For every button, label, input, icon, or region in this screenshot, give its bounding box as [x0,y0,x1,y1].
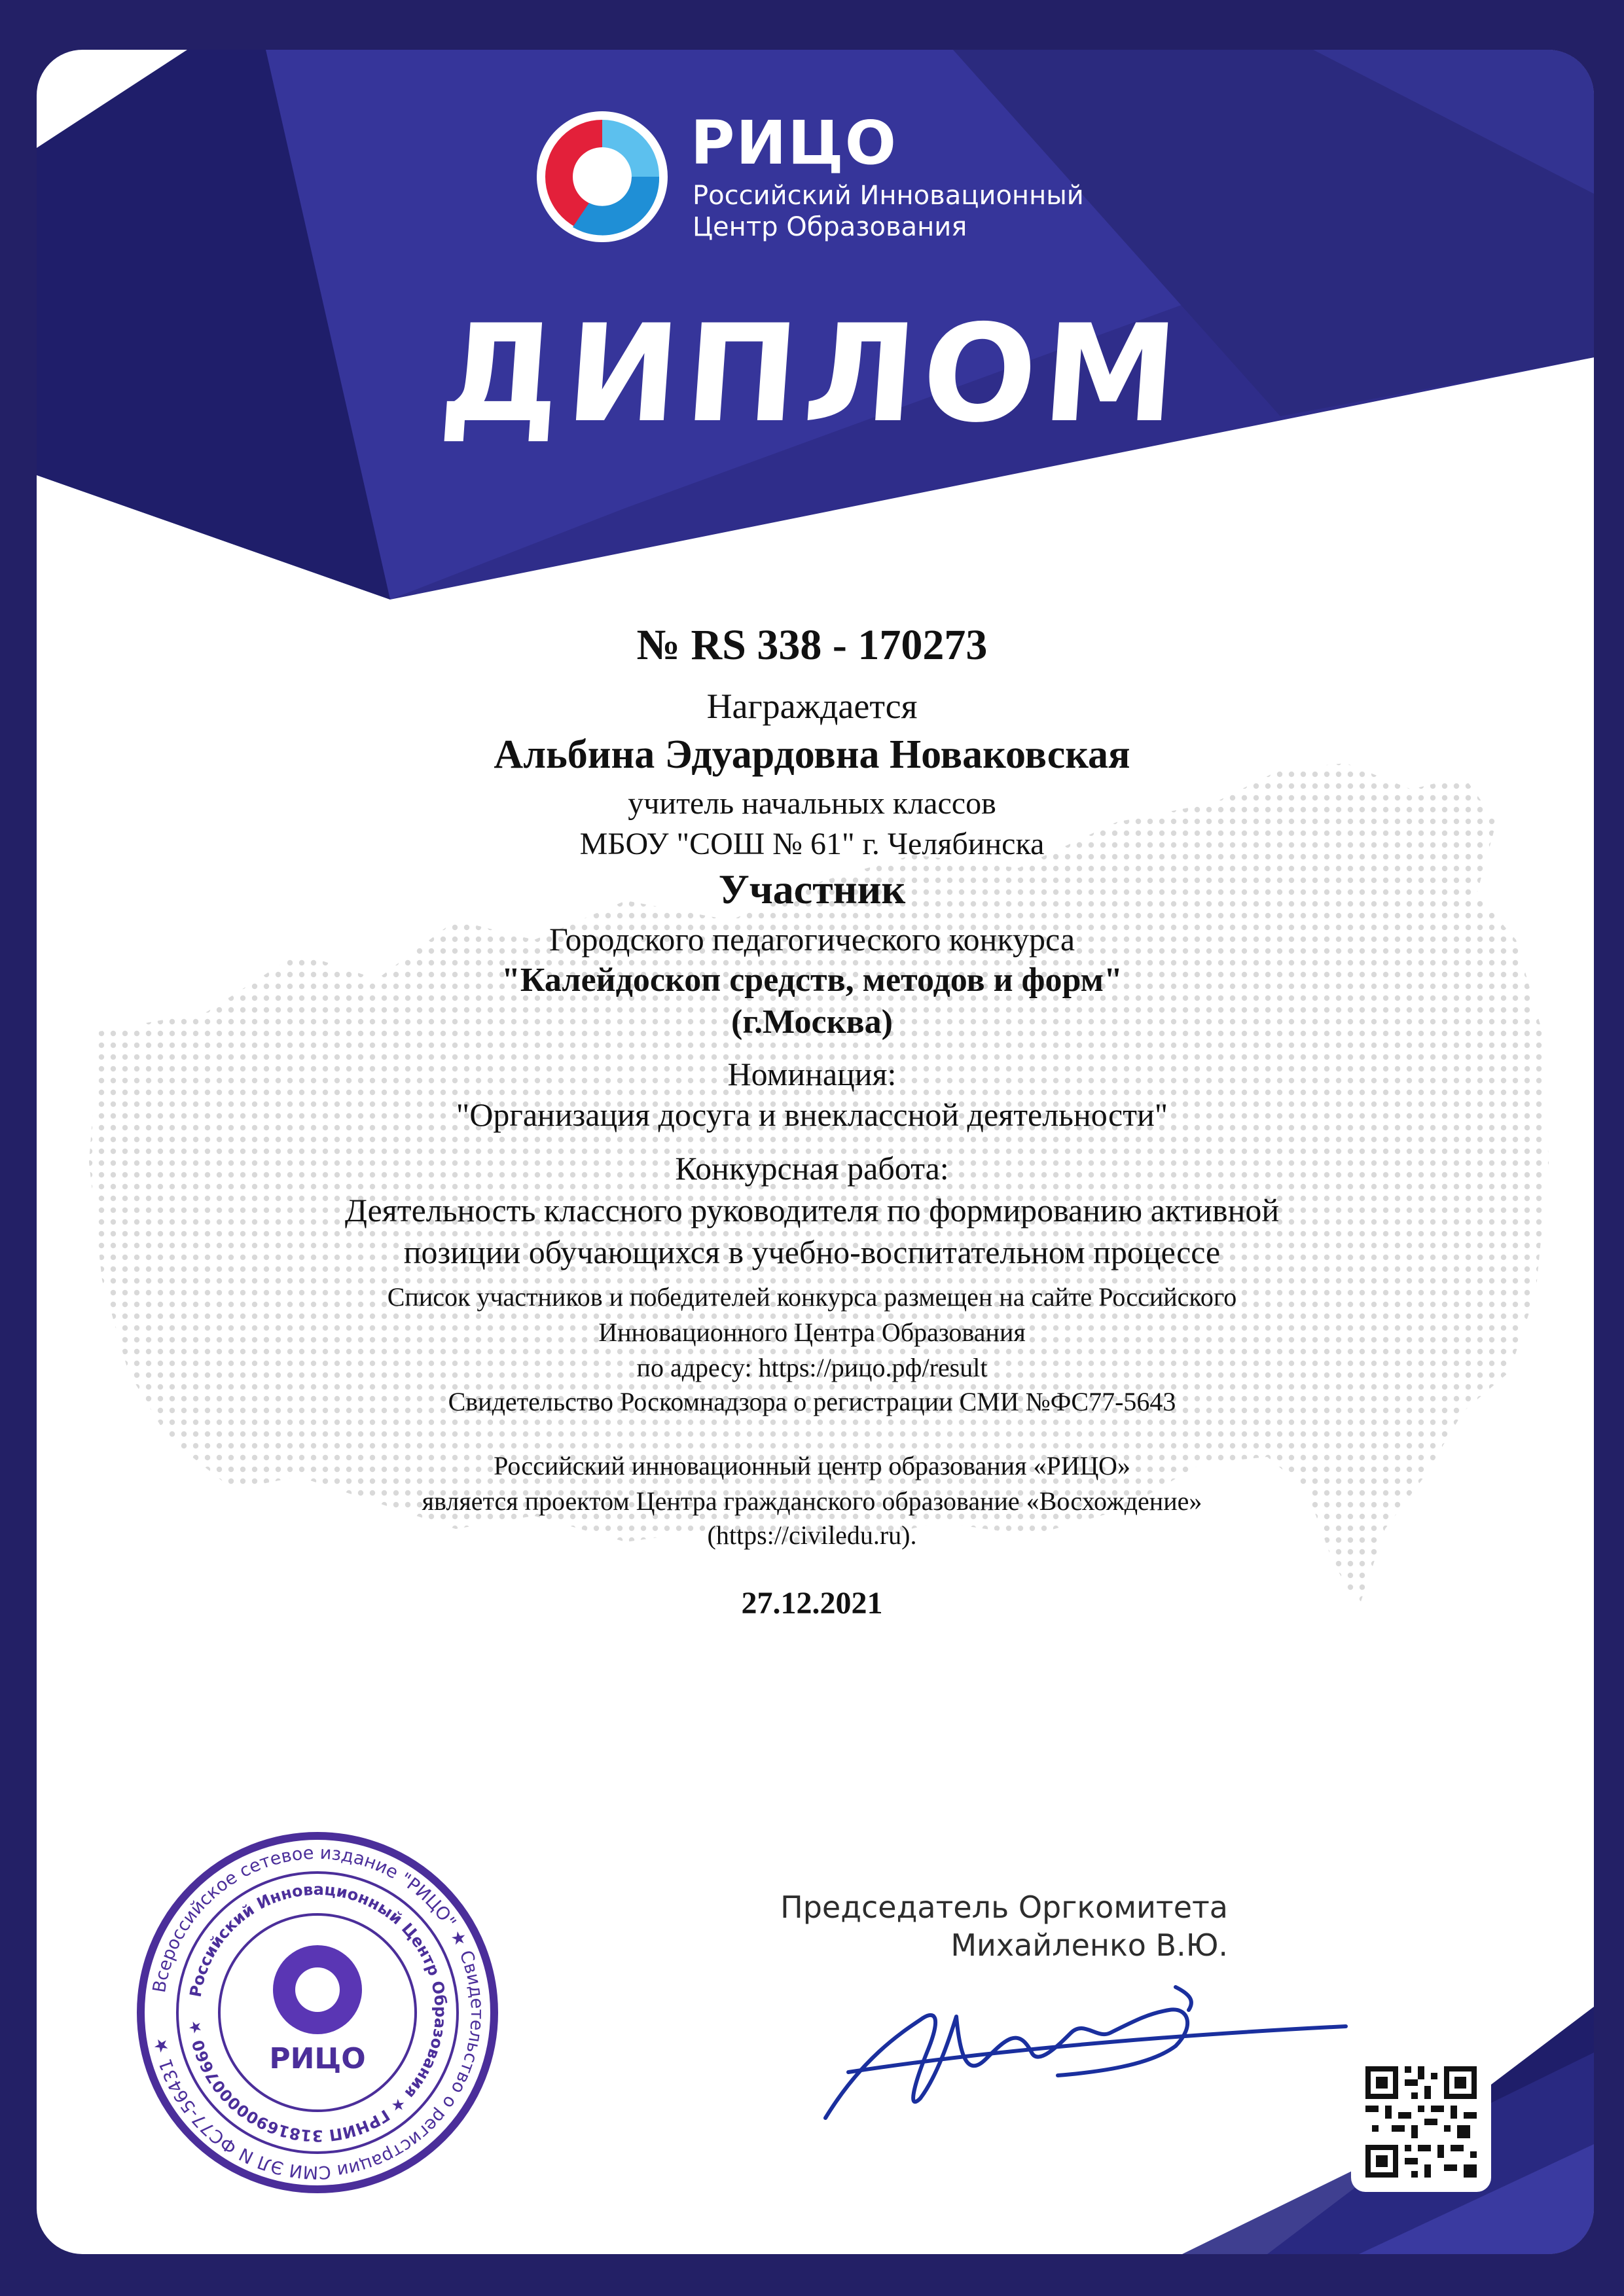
signature-name: Михайленко В.Ю. [950,1928,1228,1963]
organization-seal [134,1829,501,2196]
contest-location: (г.Москва) [731,1003,893,1041]
signature-role: Председатель Оргкомитета [780,1890,1228,1925]
seal-outer-text: Всероссийское сетевое издание "РИЦО" ★ Свидетельство о регистрации СМИ ЭЛ N ФС77-56431 ★ [149,1842,488,2183]
recipient-name: Альбина Эдуардовна Новаковская [494,732,1130,777]
logo-subtitle-line1: Российский Инновационный [693,181,1084,211]
seal-inner-text: Российский Инновационный Центр Образования ★ ГРНИП 318169000007660 ★ [185,1880,450,2145]
awarded-label: Награждается [706,687,918,726]
diploma-number: № RS 338 - 170273 [636,621,988,669]
logo-subtitle-line2: Центр Образования [693,212,967,242]
qr-code[interactable] [1351,2052,1491,2192]
work-title-line1: Деятельность классного руководителя по формированию активной [344,1192,1280,1229]
nomination-label: Номинация: [727,1056,897,1092]
work-label: Конкурсная работа: [675,1150,949,1187]
nomination-value: "Организация досуга и внеклассной деятельности" [456,1096,1168,1133]
contest-type: Городского педагогического конкурса [549,921,1075,958]
logo-subtitle [693,180,1084,243]
work-title-line2: позиции обучающихся в учебно-воспитательном процессе [403,1234,1221,1270]
recipient-organization: МБОУ "СОШ № 61" г. Челябинска [579,827,1045,861]
seal-center-text: РИЦО [269,2042,366,2075]
project-line1: Российский инновационный центр образования «РИЦО» [494,1451,1130,1480]
diploma-title: ДИПЛОМ [435,296,1189,452]
rico-logo [533,108,1110,245]
project-line2: является проектом Центра гражданского образование «Восхождение» [422,1486,1202,1516]
date: 27.12.2021 [741,1586,883,1621]
info-line1: Список участников и победителей конкурса размещен на сайте Российского [387,1282,1237,1312]
contest-name: "Калейдоскоп средств, методов и форм" [501,961,1123,999]
logo-name: РИЦО [691,108,897,178]
recipient-position: учитель начальных классов [628,786,996,821]
signature-block [780,1888,1228,1964]
rico-logo-icon [533,108,671,245]
project-line3: (https://civiledu.ru). [707,1520,917,1550]
info-line3: по адресу: https://рицо.рф/result [636,1353,988,1382]
info-line2: Инновационного Центра Образования [598,1318,1026,1347]
qr-code-icon [1351,2052,1491,2192]
status: Участник [718,866,906,912]
info-line4: Свидетельство Роскомнадзора о регистрации СМИ №ФС77-5643 [448,1387,1176,1416]
